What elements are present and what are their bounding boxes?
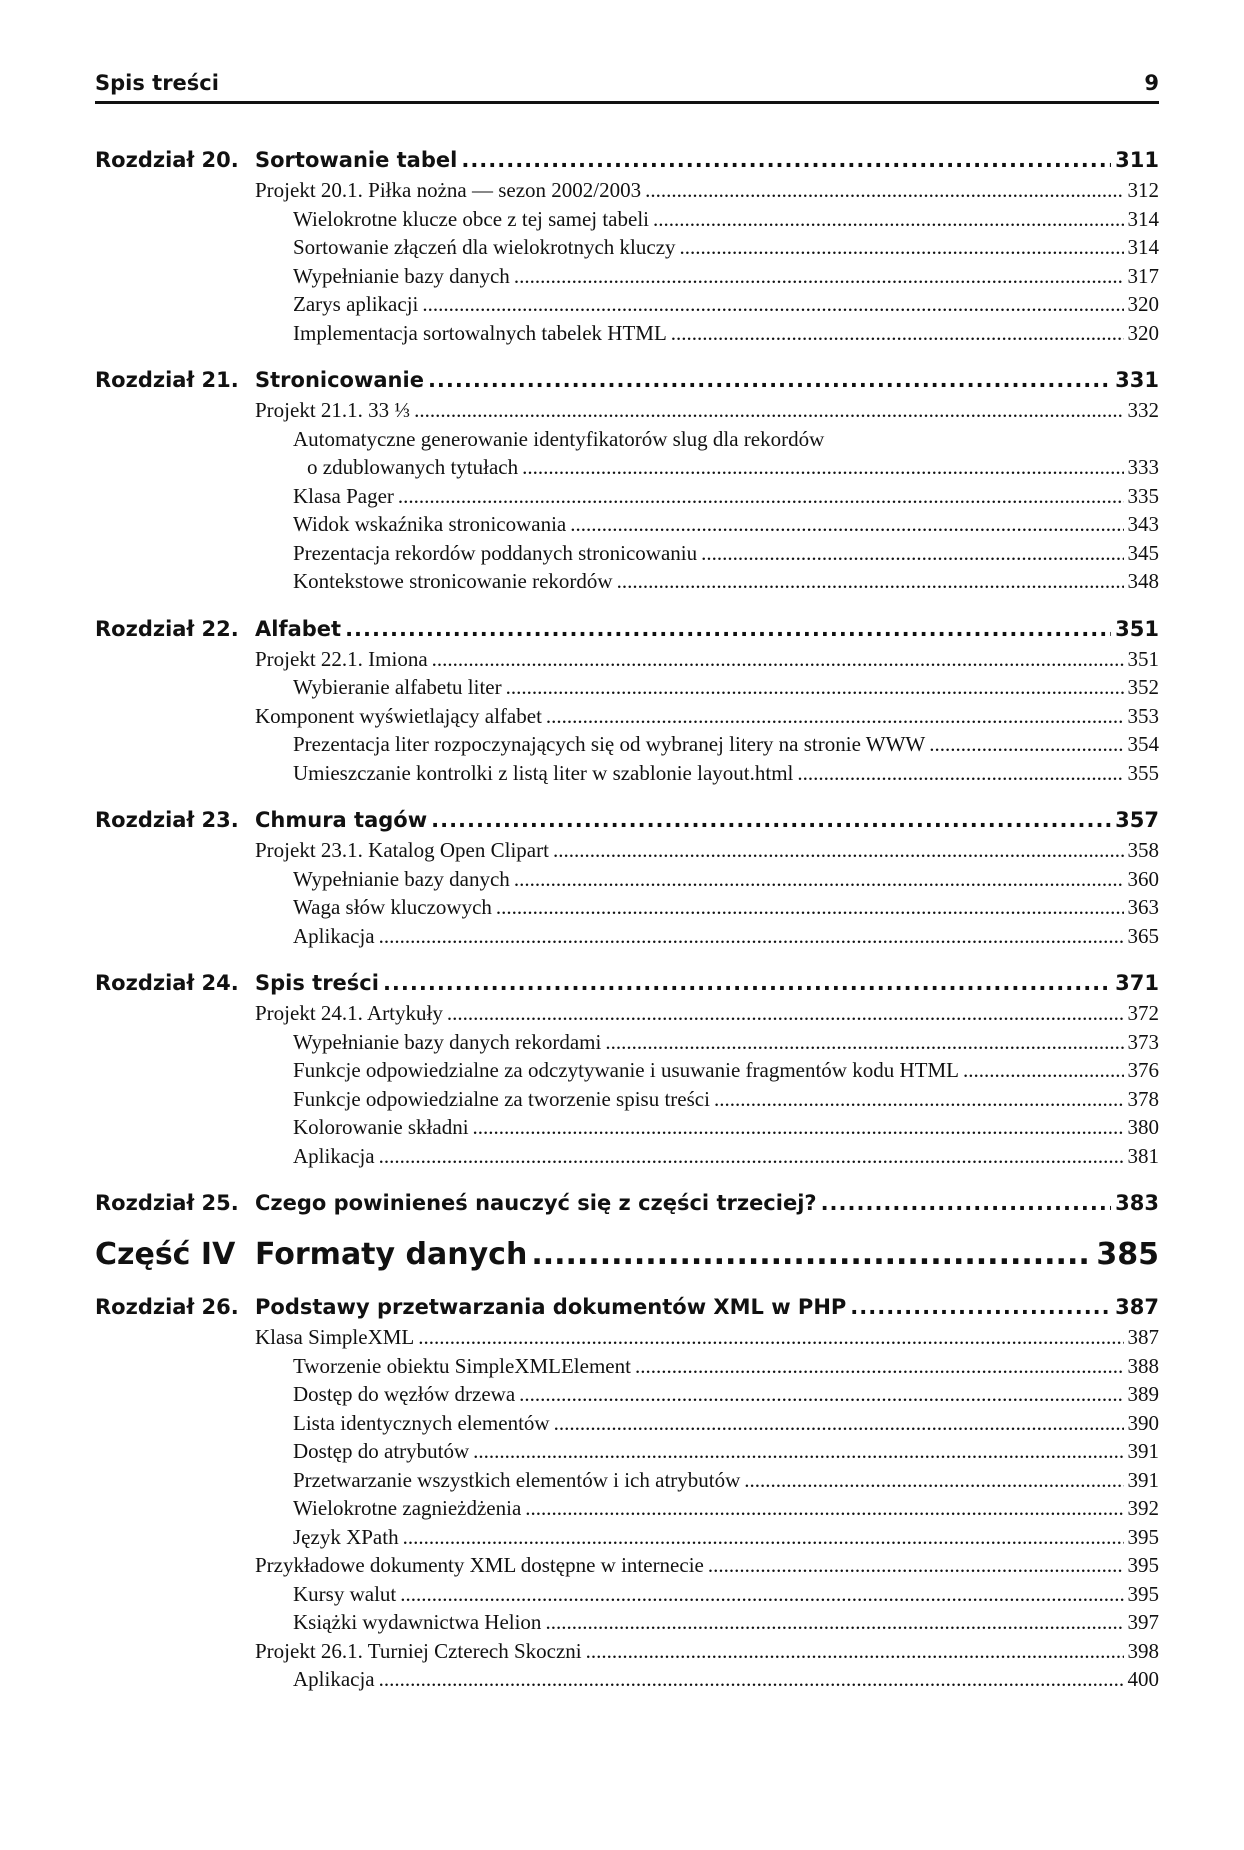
entry-page-number: 354	[1127, 732, 1159, 756]
entry-title-text: Lista identycznych elementów	[293, 1410, 550, 1435]
toc-entry-title	[293, 673, 502, 702]
entry-title-text: Wielokrotne zagnieżdżenia	[293, 1496, 522, 1520]
toc-entry-title	[255, 999, 443, 1028]
toc-entry-title	[293, 759, 793, 788]
entry-page-number: 392	[1127, 1496, 1159, 1520]
dot-leader	[617, 567, 1124, 596]
entry-page-number: 395	[1127, 1524, 1159, 1549]
entry-title-text: Kolorowanie składni	[293, 1115, 469, 1139]
toc-chapter	[95, 804, 1159, 836]
entry-title-text: Zarys aplikacji	[293, 292, 419, 316]
toc-entry	[95, 893, 1159, 922]
entry-title-text: Umieszczanie kontrolki z listą liter w szablonie layout.html	[293, 760, 794, 785]
toc-entry-title	[293, 1494, 521, 1523]
dot-leader	[514, 262, 1124, 291]
toc-entry-title	[293, 1056, 959, 1085]
toc-entry-title	[293, 865, 510, 894]
entry-title-text: Widok wskaźnika stronicowania	[293, 512, 567, 536]
toc-entry	[95, 290, 1159, 319]
entry-title-text: Chmura tagów	[255, 808, 428, 832]
dot-leader	[473, 1113, 1124, 1142]
chapter-number: Rozdział 22.	[95, 616, 239, 641]
toc-entry	[95, 865, 1159, 894]
toc-entry-title	[293, 1665, 375, 1694]
toc-entry	[95, 1323, 1159, 1352]
entry-title-text: Automatyczne generowanie identyfikatorów slug dla rekordów	[293, 426, 825, 451]
dot-leader	[431, 804, 1111, 836]
entry-page-number: 388	[1127, 1353, 1159, 1378]
dot-leader	[929, 730, 1123, 759]
entry-title-text: Projekt 23.1. Katalog Open Clipart	[255, 838, 549, 862]
dot-leader	[514, 865, 1124, 894]
spacer	[95, 347, 1159, 364]
dot-leader	[400, 1580, 1123, 1609]
entry-title-text: Kursy walut	[293, 1581, 397, 1606]
toc-entry-title	[95, 364, 424, 396]
toc-entry-title	[255, 836, 549, 865]
toc-chapter	[95, 967, 1159, 999]
toc-entry	[95, 510, 1159, 539]
toc-entry-title	[293, 539, 697, 568]
entry-title-text: Komponent wyświetlający alfabet	[255, 703, 542, 728]
entry-page-number: 398	[1127, 1638, 1159, 1663]
entry-page-number: 331	[1115, 368, 1159, 392]
dot-leader	[461, 144, 1111, 176]
toc-entry	[95, 1437, 1159, 1466]
dot-leader	[653, 205, 1124, 234]
header-title: Spis treści	[95, 71, 219, 95]
toc-entry-title	[255, 1323, 414, 1352]
toc-entry	[95, 319, 1159, 348]
toc-entry-title	[293, 482, 394, 511]
dot-leader	[506, 673, 1124, 702]
dot-leader	[701, 539, 1123, 568]
toc-entry	[95, 702, 1159, 731]
toc-entry-title	[95, 967, 379, 999]
page-number: 9	[1144, 71, 1159, 95]
entry-title-text: Dostęp do atrybutów	[293, 1439, 470, 1463]
entry-title-text: Projekt 26.1. Turniej Czterech Skoczni	[255, 1638, 582, 1663]
dot-leader	[414, 396, 1123, 425]
toc-entry-title	[293, 1113, 469, 1142]
entry-page-number: 343	[1127, 512, 1159, 536]
entry-title-text: Wypełnianie bazy danych	[293, 263, 510, 288]
entry-page-number: 391	[1127, 1439, 1159, 1463]
page	[95, 70, 1159, 1694]
entry-title-text: Przykładowe dokumenty XML dostępne w internecie	[255, 1553, 704, 1577]
toc-entry	[95, 759, 1159, 788]
entry-title-text: Tworzenie obiektu SimpleXMLElement	[293, 1353, 631, 1378]
dot-leader	[345, 613, 1111, 645]
chapter-number: Rozdział 25.	[95, 1191, 239, 1215]
toc-entry	[95, 1494, 1159, 1523]
toc-chapter	[95, 613, 1159, 645]
entry-title-text: Sortowanie tabel	[255, 148, 458, 172]
entry-title-text: Projekt 22.1. Imiona	[255, 646, 428, 671]
entry-title-text: Stronicowanie	[255, 368, 424, 392]
spacer	[95, 1170, 1159, 1187]
entry-page-number: 345	[1127, 540, 1159, 565]
toc-entry	[95, 396, 1159, 425]
entry-page-number: 353	[1127, 703, 1159, 728]
toc-entry	[95, 1523, 1159, 1552]
entry-title-text: Wypełnianie bazy danych	[293, 866, 510, 891]
entry-title-text: Spis treści	[255, 971, 379, 995]
entry-page-number: 357	[1115, 808, 1159, 832]
toc-entry-title	[293, 1352, 631, 1381]
dot-leader	[605, 1028, 1123, 1057]
chapter-number: Rozdział 20.	[95, 148, 239, 172]
entry-page-number: 311	[1115, 148, 1159, 172]
entry-title-text: Prezentacja liter rozpoczynających się od wybranej litery na stronie WWW	[293, 732, 926, 756]
entry-page-number: 332	[1127, 398, 1159, 422]
dot-leader	[522, 453, 1123, 482]
entry-title-text: Wybieranie alfabetu liter	[293, 675, 502, 699]
toc-entry	[95, 1028, 1159, 1057]
entry-page-number: 390	[1127, 1410, 1159, 1435]
entry-page-number: 380	[1127, 1115, 1159, 1139]
dot-leader	[645, 176, 1123, 205]
dot-leader	[821, 1187, 1112, 1219]
toc-entry	[95, 425, 1159, 454]
entry-page-number: 351	[1127, 646, 1159, 671]
entry-title-text: Dostęp do węzłów drzewa	[293, 1382, 516, 1406]
entry-title-text: Implementacja sortowalnych tabelek HTML	[293, 320, 667, 345]
toc-entry-title	[293, 1409, 550, 1438]
entry-page-number: 387	[1115, 1295, 1159, 1319]
toc-entry-title	[293, 205, 649, 234]
entry-page-number: 320	[1127, 292, 1159, 316]
dot-leader	[586, 1637, 1124, 1666]
toc-entry	[95, 567, 1159, 596]
toc-entry-title	[293, 1580, 396, 1609]
entry-title-text: Podstawy przetwarzania dokumentów XML w PHP	[255, 1295, 847, 1319]
dot-leader	[519, 1380, 1123, 1409]
entry-page-number: 387	[1127, 1325, 1159, 1349]
toc-entry-title	[293, 1608, 541, 1637]
toc-entry	[95, 730, 1159, 759]
entry-page-number: 383	[1115, 1191, 1159, 1215]
entry-title-text: Książki wydawnictwa Helion	[293, 1610, 542, 1634]
entry-title-text: Kontekstowe stronicowanie rekordów	[293, 569, 613, 593]
toc-entry	[95, 482, 1159, 511]
dot-leader	[708, 1551, 1124, 1580]
toc-entry-title	[293, 1523, 399, 1552]
spacer	[95, 950, 1159, 967]
chapter-number: Rozdział 24.	[95, 971, 239, 995]
toc-entry	[95, 1142, 1159, 1171]
toc-entry-title	[293, 893, 492, 922]
dot-leader	[379, 922, 1124, 951]
entry-title-text: Wielokrotne klucze obce z tej samej tabeli	[293, 206, 649, 231]
dot-leader	[714, 1085, 1124, 1114]
entry-page-number: 397	[1127, 1610, 1159, 1634]
spacer	[95, 787, 1159, 804]
toc-entry-title	[95, 804, 427, 836]
toc-entry	[95, 233, 1159, 262]
toc-entry-title	[255, 176, 641, 205]
dot-leader	[418, 1323, 1123, 1352]
entry-title-text: Projekt 20.1. Piłka nożna — sezon 2002/2003	[255, 178, 642, 202]
toc-entry-title	[95, 1291, 846, 1323]
toc-entry-title	[307, 453, 518, 482]
entry-title-text: Wypełnianie bazy danych rekordami	[293, 1029, 602, 1054]
toc-entry-title	[255, 1637, 582, 1666]
toc-entry	[95, 205, 1159, 234]
entry-page-number: 348	[1127, 569, 1159, 593]
entry-title-text: Aplikacja	[293, 923, 375, 948]
toc-entry-title	[293, 730, 925, 759]
toc-entry-title	[293, 1085, 710, 1114]
entry-title-text: Czego powinieneś nauczyć się z części trzeciej?	[255, 1191, 817, 1215]
toc-entry	[95, 1085, 1159, 1114]
dot-leader	[473, 1437, 1123, 1466]
entry-page-number: 335	[1127, 483, 1159, 508]
entry-page-number: 333	[1127, 455, 1159, 479]
toc-entry-title	[293, 1028, 601, 1057]
toc-entry	[95, 262, 1159, 291]
toc-chapter	[95, 144, 1159, 176]
toc-entry-title	[293, 567, 613, 596]
entry-page-number: 363	[1127, 895, 1159, 919]
entry-page-number: 314	[1127, 235, 1159, 259]
dot-leader	[744, 1466, 1123, 1495]
dot-leader	[554, 1409, 1124, 1438]
toc-entry-title	[293, 510, 566, 539]
dot-leader	[525, 1494, 1123, 1523]
part-number: Część IV	[95, 1237, 236, 1272]
running-header	[95, 70, 1159, 104]
entry-page-number: 389	[1127, 1382, 1159, 1406]
toc-entry-title	[95, 613, 341, 645]
dot-leader	[553, 836, 1124, 865]
toc-entry-title	[293, 1380, 515, 1409]
toc-entry	[95, 1466, 1159, 1495]
dot-leader	[383, 967, 1111, 999]
entry-title-text: Formaty danych	[255, 1237, 528, 1272]
entry-page-number: 371	[1115, 971, 1159, 995]
entry-title-text: Waga słów kluczowych	[293, 895, 492, 919]
entry-title-text: Projekt 24.1. Artykuły	[255, 1001, 443, 1025]
dot-leader	[447, 999, 1124, 1028]
entry-title-text: Prezentacja rekordów poddanych stronicowaniu	[293, 540, 698, 565]
entry-page-number: 395	[1127, 1581, 1159, 1606]
entry-title-text: Aplikacja	[293, 1667, 375, 1691]
toc-entry	[95, 1380, 1159, 1409]
dot-leader	[570, 510, 1123, 539]
toc-entry	[95, 1113, 1159, 1142]
toc-entry-title	[293, 1142, 375, 1171]
entry-page-number: 373	[1127, 1029, 1159, 1054]
toc-entry-title	[255, 396, 410, 425]
entry-title-text: Funkcje odpowiedzialne za odczytywanie i usuwanie fragmentów kodu HTML	[293, 1058, 959, 1082]
toc-entry-title	[293, 290, 418, 319]
toc-entry	[95, 1056, 1159, 1085]
toc-entry	[95, 645, 1159, 674]
entry-title-text: Alfabet	[255, 616, 342, 641]
entry-page-number: 385	[1096, 1237, 1159, 1272]
entry-page-number: 400	[1127, 1667, 1159, 1691]
dot-leader	[432, 645, 1124, 674]
entry-page-number: 376	[1127, 1058, 1159, 1082]
toc-entry	[95, 1551, 1159, 1580]
dot-leader	[671, 319, 1124, 348]
toc-entry-title	[255, 645, 428, 674]
entry-title-text: Język XPath	[293, 1524, 399, 1549]
toc-entry	[95, 999, 1159, 1028]
entry-page-number: 355	[1127, 760, 1159, 785]
dot-leader	[398, 482, 1124, 511]
dot-leader	[850, 1291, 1111, 1323]
entry-title-text: Przetwarzanie wszystkich elementów i ich atrybutów	[293, 1467, 741, 1492]
toc-chapter	[95, 1187, 1159, 1219]
toc-entry-title	[293, 922, 375, 951]
table-of-contents	[95, 144, 1159, 1694]
entry-page-number: 312	[1127, 178, 1159, 202]
toc-entry	[95, 1637, 1159, 1666]
toc-entry	[95, 1665, 1159, 1694]
toc-entry	[95, 539, 1159, 568]
toc-entry	[95, 176, 1159, 205]
entry-page-number: 320	[1127, 320, 1159, 345]
dot-leader	[531, 1231, 1092, 1279]
toc-entry-title	[293, 262, 510, 291]
toc-entry	[95, 1580, 1159, 1609]
entry-page-number: 372	[1127, 1001, 1159, 1025]
dot-leader	[428, 364, 1111, 396]
toc-entry-title	[95, 1187, 817, 1219]
dot-leader	[546, 702, 1124, 731]
chapter-number: Rozdział 26.	[95, 1295, 239, 1319]
entry-page-number: 352	[1127, 675, 1159, 699]
toc-entry	[95, 1608, 1159, 1637]
toc-chapter	[95, 364, 1159, 396]
toc-entry-title	[293, 1466, 740, 1495]
entry-page-number: 381	[1127, 1143, 1159, 1168]
dot-leader	[545, 1608, 1123, 1637]
dot-leader	[422, 290, 1123, 319]
toc-entry-title	[293, 319, 667, 348]
toc-entry-title	[293, 1437, 469, 1466]
chapter-number: Rozdział 21.	[95, 368, 239, 392]
toc-entry	[95, 453, 1159, 482]
dot-leader	[379, 1665, 1124, 1694]
entry-title-text: Projekt 21.1. 33 ⅓	[255, 398, 411, 422]
entry-page-number: 314	[1127, 206, 1159, 231]
entry-page-number: 365	[1127, 923, 1159, 948]
toc-entry-title	[95, 144, 457, 176]
dot-leader	[635, 1352, 1124, 1381]
toc-entry-title	[255, 702, 542, 731]
toc-entry	[95, 922, 1159, 951]
toc-entry	[95, 836, 1159, 865]
toc-part	[95, 1231, 1159, 1279]
entry-page-number: 358	[1127, 838, 1159, 862]
entry-title-text: o zdublowanych tytułach	[307, 455, 519, 479]
toc-entry	[95, 673, 1159, 702]
toc-entry	[95, 1352, 1159, 1381]
entry-page-number: 395	[1127, 1553, 1159, 1577]
entry-page-number: 317	[1127, 263, 1159, 288]
entry-title-text: Klasa Pager	[293, 483, 394, 508]
dot-leader	[963, 1056, 1124, 1085]
toc-entry-title	[95, 1231, 527, 1279]
entry-page-number: 351	[1115, 616, 1159, 641]
dot-leader	[403, 1523, 1124, 1552]
toc-entry-title	[293, 233, 676, 262]
entry-title-text: Sortowanie złączeń dla wielokrotnych kluczy	[293, 235, 676, 259]
entry-title-text: Klasa SimpleXML	[255, 1325, 415, 1349]
toc-chapter	[95, 1291, 1159, 1323]
dot-leader	[379, 1142, 1124, 1171]
chapter-number: Rozdział 23.	[95, 808, 239, 832]
entry-page-number: 360	[1127, 866, 1159, 891]
entry-title-text: Funkcje odpowiedzialne za tworzenie spisu treści	[293, 1086, 710, 1111]
entry-title-text: Aplikacja	[293, 1143, 375, 1168]
spacer	[95, 596, 1159, 613]
toc-entry	[95, 1409, 1159, 1438]
toc-entry-title	[255, 1551, 704, 1580]
dot-leader	[496, 893, 1124, 922]
entry-page-number: 378	[1127, 1086, 1159, 1111]
toc-entry-title	[293, 425, 824, 454]
dot-leader	[680, 233, 1124, 262]
entry-page-number: 391	[1127, 1467, 1159, 1492]
dot-leader	[797, 759, 1123, 788]
